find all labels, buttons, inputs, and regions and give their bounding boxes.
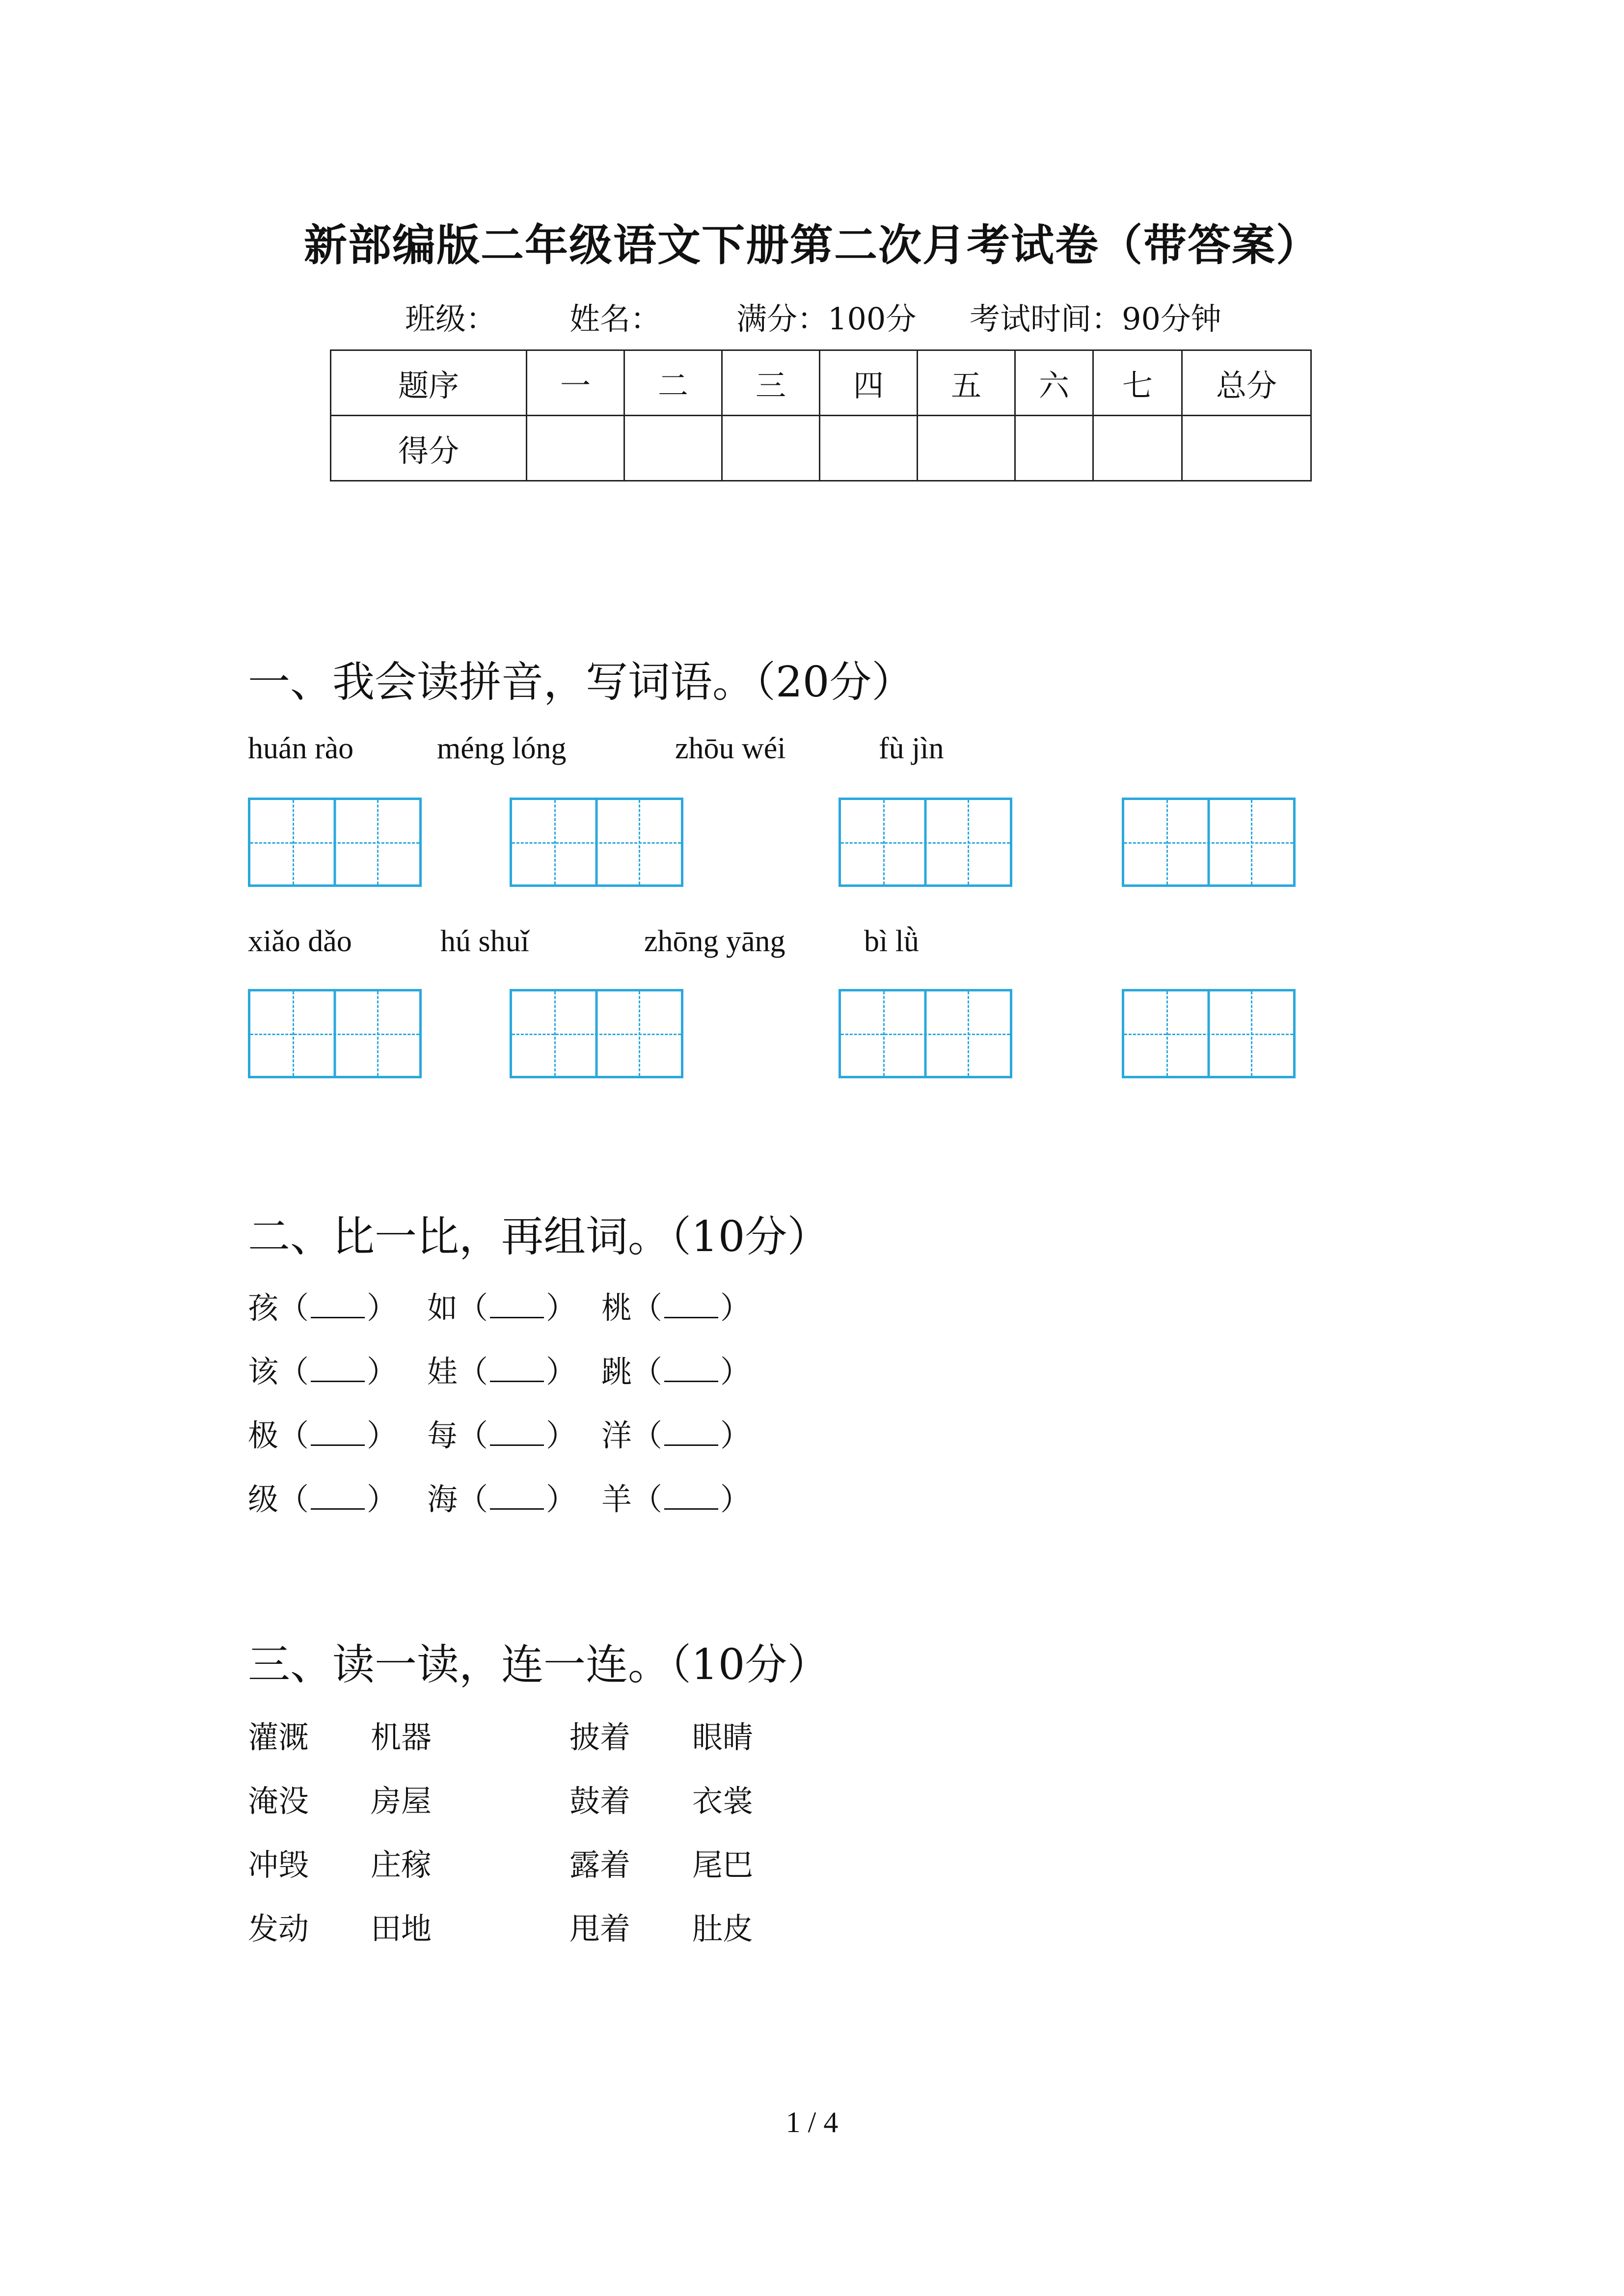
score-input-cell[interactable]: [820, 416, 918, 481]
match-word[interactable]: 庄稼: [371, 1847, 432, 1883]
full-score: 满分：100分: [736, 301, 917, 337]
pinyin-label: méng lóng: [437, 732, 567, 765]
score-input-cell[interactable]: [624, 416, 722, 481]
score-input-cell[interactable]: [527, 416, 624, 481]
pinyin-label: fù jìn: [879, 732, 944, 765]
match-word[interactable]: 尾巴: [692, 1847, 754, 1883]
exam-time: 考试时间：90分钟: [970, 301, 1221, 337]
pinyin-label: bì lǜ: [864, 925, 919, 958]
match-word[interactable]: 甩着: [569, 1911, 631, 1947]
answer-blank[interactable]: [490, 1417, 544, 1446]
answer-blank[interactable]: [311, 1481, 365, 1510]
word-item: 羊（ ）: [601, 1481, 751, 1517]
table-cell: 一: [527, 350, 624, 416]
score-table-header-row: [331, 350, 1311, 416]
answer-blank[interactable]: [311, 1353, 365, 1382]
match-word[interactable]: 衣裳: [692, 1783, 754, 1819]
score-input-cell[interactable]: [1015, 416, 1093, 481]
answer-blank[interactable]: [490, 1353, 544, 1382]
pinyin-label: zhōng yāng: [644, 925, 785, 958]
score-table-score-row: [331, 416, 1311, 481]
match-word[interactable]: 淹没: [248, 1783, 309, 1819]
word-item: 每（ ）: [427, 1417, 577, 1453]
score-table: [330, 349, 1312, 481]
section-heading: 二、比一比，再组词。（10分）: [248, 1212, 830, 1261]
table-cell: 题序: [331, 350, 527, 416]
writing-grid[interactable]: [510, 798, 683, 887]
word-item: 极（ ）: [248, 1417, 398, 1453]
writing-grid[interactable]: [1122, 798, 1296, 887]
writing-grid[interactable]: [1122, 989, 1296, 1078]
answer-blank[interactable]: [311, 1289, 365, 1318]
word-item: 海（ ）: [427, 1481, 577, 1517]
word-item: 孩（ ）: [248, 1290, 398, 1326]
match-word[interactable]: 冲毁: [248, 1847, 309, 1883]
table-cell: 六: [1015, 350, 1093, 416]
answer-blank[interactable]: [664, 1481, 718, 1510]
word-item: 该（ ）: [248, 1354, 398, 1389]
score-input-cell[interactable]: [1182, 416, 1311, 481]
pinyin-label: xiǎo dǎo: [248, 925, 352, 958]
match-word[interactable]: 房屋: [371, 1783, 432, 1819]
word-item: 级（ ）: [248, 1481, 398, 1517]
answer-blank[interactable]: [311, 1417, 365, 1446]
match-word[interactable]: 发动: [248, 1911, 309, 1947]
table-cell: 四: [820, 350, 918, 416]
table-cell: 二: [624, 350, 722, 416]
match-word[interactable]: 眼睛: [692, 1719, 754, 1755]
word-item: 跳（ ）: [601, 1354, 751, 1389]
table-cell: 七: [1093, 350, 1182, 416]
answer-blank[interactable]: [664, 1353, 718, 1382]
score-input-cell[interactable]: [918, 416, 1015, 481]
table-cell: 三: [722, 350, 820, 416]
match-word[interactable]: 灌溉: [248, 1719, 309, 1755]
word-item: 如（ ）: [427, 1290, 577, 1326]
pinyin-label: hú shuǐ: [440, 925, 529, 958]
answer-blank[interactable]: [490, 1289, 544, 1318]
writing-grid[interactable]: [248, 989, 422, 1078]
answer-blank[interactable]: [664, 1417, 718, 1446]
table-cell: 总分: [1182, 350, 1311, 416]
word-item: 桃（ ）: [601, 1290, 751, 1326]
table-cell: 得分: [331, 416, 527, 481]
match-word[interactable]: 披着: [569, 1719, 631, 1755]
writing-grid[interactable]: [248, 798, 422, 887]
score-input-cell[interactable]: [1093, 416, 1182, 481]
match-word[interactable]: 肚皮: [692, 1911, 754, 1947]
match-word[interactable]: 鼓着: [569, 1783, 631, 1819]
answer-blank[interactable]: [664, 1289, 718, 1318]
match-word[interactable]: 露着: [569, 1847, 631, 1883]
writing-grid[interactable]: [839, 798, 1012, 887]
writing-grid[interactable]: [510, 989, 683, 1078]
class-label: 班级：: [405, 301, 497, 337]
word-item: 娃（ ）: [427, 1354, 577, 1389]
section-heading: 一、我会读拼音，写词语。（20分）: [248, 658, 914, 707]
match-word[interactable]: 田地: [371, 1911, 432, 1947]
answer-blank[interactable]: [490, 1481, 544, 1510]
match-word[interactable]: 机器: [371, 1719, 432, 1755]
section-heading: 三、读一读，连一连。（10分）: [248, 1640, 830, 1689]
page-title: 新部编版二年级语文下册第二次月考试卷（带答案）: [303, 219, 1320, 270]
page-number: 1 / 4: [785, 2106, 839, 2138]
score-input-cell[interactable]: [722, 416, 820, 481]
word-item: 洋（ ）: [601, 1417, 751, 1453]
pinyin-label: huán rào: [248, 732, 354, 765]
name-label: 姓名：: [569, 301, 661, 337]
writing-grid[interactable]: [839, 989, 1012, 1078]
pinyin-label: zhōu wéi: [675, 732, 786, 765]
table-cell: 五: [918, 350, 1015, 416]
